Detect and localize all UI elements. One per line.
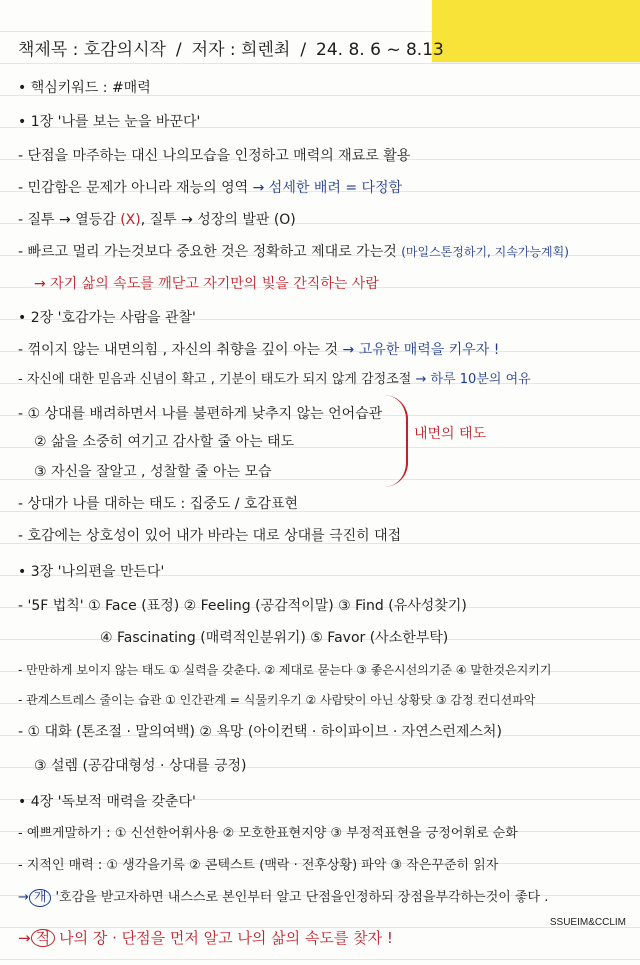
note-text: - 민감함은 문제가 아니라 재능의 영역 [18, 180, 249, 196]
arrow-icon: → [18, 890, 29, 905]
note-line: - 상대가 나를 대하는 태도 : 집중도 / 호감표현 [18, 496, 298, 512]
chapter-4-heading: • 4장 '독보적 매력을 갖춘다' [18, 794, 196, 810]
note-line: - 호감에는 상호성이 있어 내가 바라는 대로 상대를 극진히 대접 [18, 528, 402, 544]
note-text: - 꺾이지 않는 내면의힘 , 자신의 취향을 깊이 아는 것 [18, 342, 339, 358]
note-emphasis: → 하루 10분의 여유 [415, 372, 531, 387]
note-text: - 빠르고 멀리 가는것보다 중요한 것은 정확하고 제대로 가는것 [18, 244, 397, 260]
action-text: 나의 장 · 단점을 먼저 알고 나의 삶의 속도를 찾자 ! [59, 929, 393, 947]
note-line [18, 242, 632, 262]
watermark: SSUEIM&CCLIM [549, 917, 626, 928]
note-line: - 만만하게 보이지 않는 태도 ① 실력을 갖춘다. ② 제대로 묻는다 ③ 좋은시선의기준 ④ 말한것은지키기 [18, 663, 552, 677]
note-line [18, 178, 632, 198]
author: 저자 : 희렌최 [191, 40, 291, 60]
note-line: - '5F 법칙' ① Face (표정) ② Feeling (공감적이말) ③ Find (유사성찾기) [18, 598, 467, 614]
summary-tag: 개 [29, 889, 52, 907]
reading-dates: 24. 8. 6 ~ 8.13 [316, 40, 444, 60]
book-title: 책제목 : 호감의시작 [18, 40, 166, 60]
note-emphasis: → 고유한 매력을 키우자 ! [342, 342, 500, 358]
note-line [18, 210, 632, 230]
note-line: - 관계스트레스 줄이는 습관 ① 인간관계 = 식물키우기 ② 사람탓이 아닌 상황탓 ③ 감정 컨디션파악 [18, 693, 536, 707]
note-conclusion: → 자기 삶의 속도를 깨닫고 자기만의 빛을 간직하는 사람 [34, 276, 379, 292]
keyword-line: • 핵심키워드 : #매력 [18, 80, 151, 96]
note-text: , 질투 → 성장의 발판 (O) [140, 212, 296, 228]
x-mark: (X) [120, 212, 141, 228]
note-line: ③ 설렘 (공감대형성 · 상대를 긍정) [34, 758, 247, 774]
bracket-label: 내면의 태도 [414, 426, 487, 442]
note-line: - ① 상대를 배려하면서 나를 불편하게 낮추지 않는 언어습관 [18, 406, 383, 422]
note-emphasis: (마일스톤정하기, 지속가능계획) [401, 245, 569, 259]
note-line: ④ Fascinating (매력적인분위기) ⑤ Favor (사소한부탁) [100, 630, 449, 646]
chapter-2-heading: • 2장 '호감가는 사람을 관찰' [18, 310, 196, 326]
note-line: - 지적인 매력 : ① 생각을기록 ② 콘텍스트 (맥락 · 전후상황) 파악 ③ 작은꾸준히 읽자 [18, 858, 499, 873]
bracket-mark [384, 395, 408, 487]
chapter-1-heading: • 1장 '나를 보는 눈을 바꾼다' [18, 114, 201, 130]
note-line: - 단점을 마주하는 대신 나의모습을 인정하고 매력의 재료로 활용 [18, 148, 411, 164]
note-text: - 자신에 대한 믿음과 신념이 확고 , 기분이 태도가 되지 않게 감정조절 [18, 372, 412, 387]
note-text: - 질투 → 열등감 [18, 212, 121, 228]
action-line [18, 928, 632, 948]
note-line: ② 삶을 소중히 여기고 감사할 줄 아는 태도 [34, 434, 295, 450]
note-line: - 예쁘게말하기 : ① 신선한어휘사용 ② 모호한표현지양 ③ 부정적표현을 긍정어휘로 순화 [18, 826, 518, 841]
note-emphasis: → 섬세한 배려 = 다정함 [252, 180, 403, 196]
note-line: - ① 대화 (톤조절 · 말의여백) ② 욕망 (아이컨택 · 하이파이브 · 자연스런제스처) [18, 724, 502, 740]
note-line [18, 340, 632, 360]
summary-line [18, 888, 632, 908]
summary-text: '호감을 받고자하면 내스스로 본인부터 알고 단점을인정하되 장점을부각하는것이 좋다 . [55, 890, 549, 905]
chapter-3-heading: • 3장 '나의편을 만든다' [18, 564, 165, 580]
arrow-icon: → [18, 929, 31, 947]
action-tag: 적 [31, 929, 56, 947]
note-line: ③ 자신을 잘알고 , 성찰할 줄 아는 모습 [34, 464, 272, 480]
note-line [18, 370, 632, 390]
header-line: 책제목 : 호감의시작 / 저자 : 희렌최 / 24. 8. 6 ~ 8.13 [18, 40, 444, 60]
